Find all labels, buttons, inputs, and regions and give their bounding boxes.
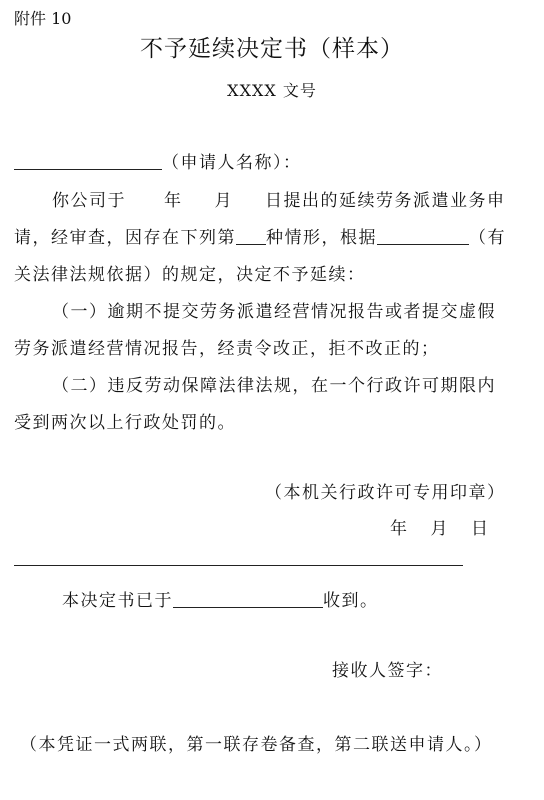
- para1-text-d: 日提出的延续劳务派遣业务申: [265, 191, 506, 211]
- receiver-signature-label: 接收人签字：: [332, 661, 443, 681]
- receipt-line: [62, 586, 379, 611]
- para1-line1: [52, 186, 506, 211]
- applicant-line: [14, 148, 302, 173]
- para1-text-a: 你公司于: [52, 191, 126, 211]
- footnote: （本凭证一式两联，第一联存卷备查，第二联送申请人。）: [20, 735, 493, 755]
- case-number-blank: [236, 227, 266, 245]
- para1-year: 年: [164, 191, 183, 211]
- receipt-date-blank: [173, 590, 323, 608]
- seal-label: （本机关行政许可专用印章）: [265, 483, 506, 503]
- para1-text-e: 请，经审查，因存在下列第: [14, 228, 236, 248]
- item1-line1: （一）逾期不提交劳务派遣经营情况报告或者提交虚假: [52, 302, 496, 322]
- date-year: 年: [390, 519, 409, 539]
- applicant-label: （申请人名称）：: [162, 153, 302, 173]
- annex-label: 附件 10: [14, 9, 72, 28]
- item2-line1: （二）违反劳动保障法律法规，在一个行政许可期限内: [52, 376, 496, 396]
- item1-line2: 劳务派遣经营情况报告，经责令改正，拒不改正的；: [14, 339, 440, 359]
- separator-line: [14, 565, 463, 566]
- para1-month: 月: [214, 191, 233, 211]
- item2-line2: 受到两次以上行政处罚的。: [14, 413, 236, 433]
- para1-line2: [14, 223, 506, 248]
- receipt-text-pre: 本决定书已于: [62, 591, 173, 611]
- para1-line3: 关法律法规依据）的规定，决定不予延续：: [14, 265, 366, 285]
- applicant-name-blank: [14, 152, 162, 170]
- receipt-text-post: 收到。: [323, 591, 379, 611]
- legal-basis-blank: [377, 227, 469, 245]
- date-line: [390, 514, 490, 539]
- document-title: 不予延续决定书（样本）: [140, 36, 404, 62]
- date-month: 月: [430, 519, 449, 539]
- para1-text-f: 种情形，根据: [266, 228, 377, 248]
- document-number: XXXX 文号: [227, 81, 317, 100]
- date-day: 日: [471, 519, 490, 539]
- para1-text-g: （有: [469, 228, 506, 248]
